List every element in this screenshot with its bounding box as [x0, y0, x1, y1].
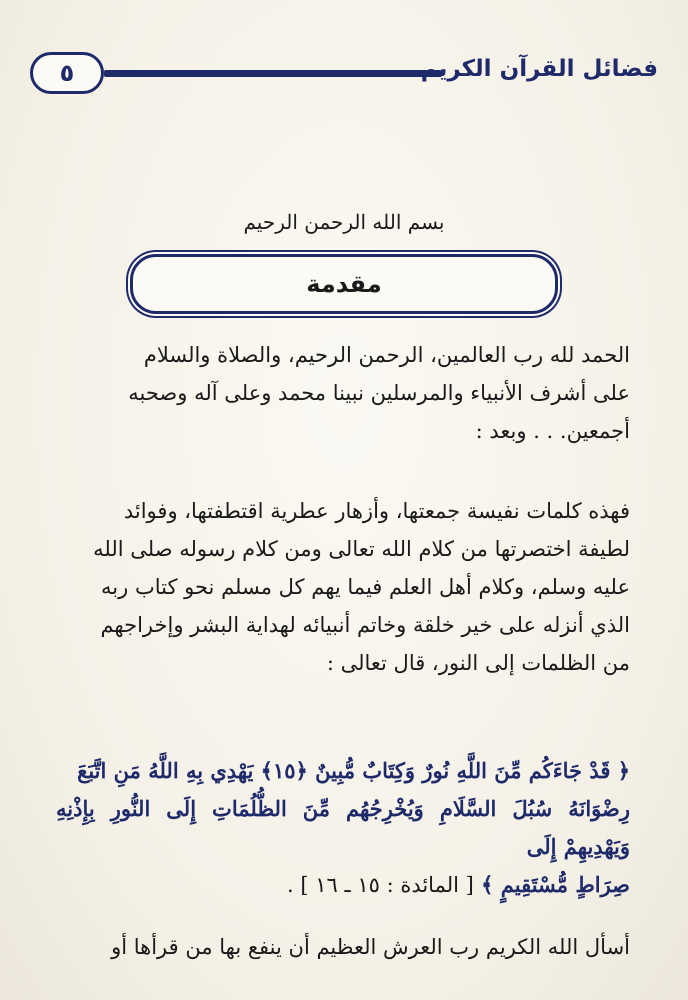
verse-line: رِضْوَانَهُ سُبُلَ السَّلَامِ وَيُخْرِجُهُم مِّنَ الظُّلُمَاتِ إِلَى النُّورِ بِإِذْنِهِ وَيَهْدِيهِمْ إِلَى: [56, 796, 630, 859]
text-line: أجمعين. . . وبعد :: [475, 419, 630, 443]
page-number: ٥: [59, 59, 75, 87]
basmala: بسم الله الرحمن الرحيم: [243, 210, 445, 234]
page-header: [30, 52, 658, 98]
text-line: الحمد لله رب العالمين، الرحمن الرحيم، والصلاة والسلام: [143, 343, 630, 367]
page-number-badge: [30, 52, 104, 94]
text-line: على أشرف الأنبياء والمرسلين نبينا محمد وعلى آله وصحبه: [128, 381, 630, 405]
text-line: أسأل الله الكريم رب العرش العظيم أن ينفع بها من قرأها أو: [111, 935, 630, 959]
text-line: الذي أنزله على خير خلقة وخاتم أنبيائه لهداية البشر وإخراجهم: [100, 613, 630, 637]
text-line: فهذه كلمات نفيسة جمعتها، وأزهار عطرية اقتطفتها، وفوائد: [123, 499, 630, 523]
paragraph-intro: [56, 336, 630, 450]
section-title: مقدمة: [306, 270, 382, 298]
text-line: لطيفة اختصرتها من كلام الله تعالى ومن كلام رسوله صلى الله: [93, 537, 630, 561]
book-title: فضائل القرآن الكريم: [420, 56, 658, 82]
text-line: من الظلمات إلى النور، قال تعالى :: [326, 651, 630, 675]
paragraph-closing: [56, 928, 630, 966]
verse-line: ﴿ قَدْ جَاءَكُم مِّنَ اللَّهِ نُورٌ وَكِتَابٌ مُّبِينٌ ﴿١٥﴾ يَهْدِي بِهِ اللَّهُ مَنِ اتَّبَعَ: [77, 758, 630, 783]
quran-verse: [56, 752, 630, 904]
header-rule: [104, 70, 442, 77]
section-banner: [130, 254, 558, 314]
verse-reference: [ المائدة : ١٥ ـ ١٦ ] .: [287, 873, 474, 897]
text-line: عليه وسلم، وكلام أهل العلم فيما يهم كل مسلم نحو كتاب ربه: [101, 575, 630, 599]
verse-line-last: [56, 866, 630, 904]
paragraph-main: [56, 492, 630, 682]
verse-text: صِرَاطٍ مُّسْتَقِيمٍ ﴾: [481, 872, 630, 897]
